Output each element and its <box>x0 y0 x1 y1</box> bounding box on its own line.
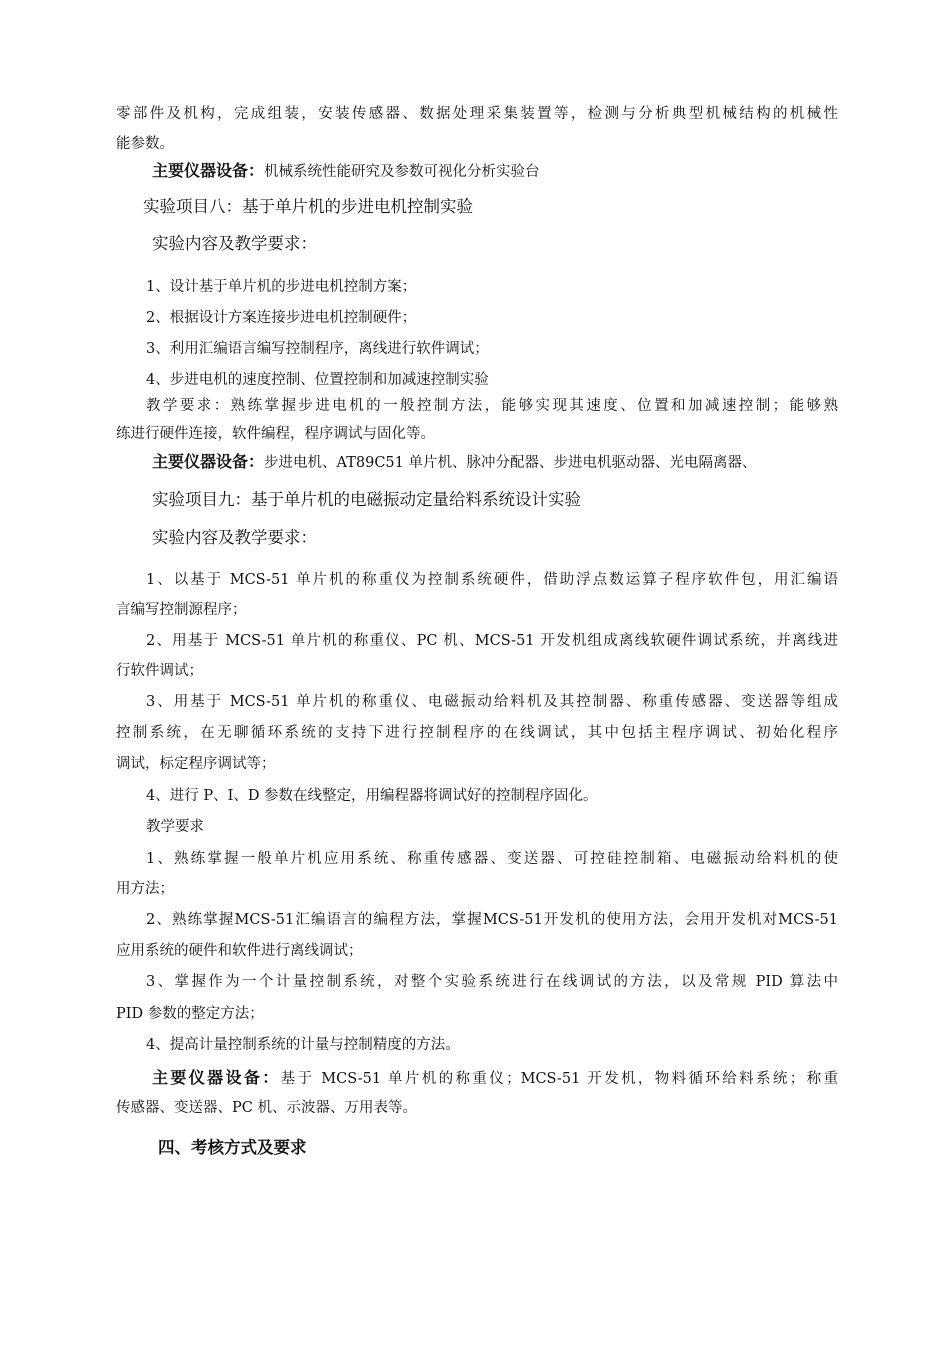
experiment-9-title: 实验项目九：基于单片机的电磁振动定量给料系统设计实验 <box>152 490 581 509</box>
equipment-text: 机械系统性能研究及参数可视化分析实验台 <box>264 164 540 180</box>
paragraph-line: 能参数。 <box>116 136 174 152</box>
equipment-label: 主要仪器设备： <box>152 161 265 180</box>
list-item: 4、步进电机的速度控制、位置控制和加减速控制实验 <box>146 372 489 388</box>
list-item: 2、根据设计方案连接步进电机控制硬件； <box>146 310 417 326</box>
equipment-line <box>152 161 540 182</box>
list-item: 3、利用汇编语言编写控制程序，离线进行软件调试； <box>146 341 489 357</box>
experiment-8-title: 实验项目八：基于单片机的步进电机控制实验 <box>143 197 473 216</box>
list-item: 用方法； <box>116 881 174 897</box>
equipment-text: 步进电机、AT89C51 单片机、脉冲分配器、步进电机驱动器、光电隔离器、 <box>264 455 757 471</box>
list-item: PID 参数的整定方法； <box>116 1006 264 1022</box>
list-item: 1、设计基于单片机的步进电机控制方案； <box>146 279 417 295</box>
equipment-line <box>152 1068 838 1089</box>
equipment-line <box>152 452 756 473</box>
list-item: 4、提高计量控制系统的计量与控制精度的方法。 <box>146 1037 460 1053</box>
list-item: 3、用基于 MCS-51 单片机的称重仪、电磁振动给料机及其控制器、称重传感器、变送器等组成 <box>146 694 838 710</box>
experiment-8-content-heading: 实验内容及教学要求： <box>152 234 317 253</box>
equipment-line: 传感器、变送器、PC 机、示波器、万用表等。 <box>116 1100 417 1116</box>
equipment-label: 主要仪器设备： <box>152 452 265 471</box>
list-item: 控制系统，在无聊循环系统的支持下进行控制程序的在线调试，其中包括主程序调试、初始化程序 <box>116 725 838 741</box>
list-item: 4、进行 P、I、D 参数在线整定，用编程器将调试好的控制程序固化。 <box>146 788 598 804</box>
teaching-requirement-heading: 教学要求 <box>146 819 204 835</box>
paragraph-line: 零部件及机构，完成组装，安装传感器、数据处理采集装置等，检测与分析典型机械结构的机械性 <box>116 106 838 122</box>
experiment-9-content-heading: 实验内容及教学要求： <box>152 528 317 547</box>
equipment-label: 主要仪器设备： <box>152 1068 281 1087</box>
list-item: 言编写控制源程序； <box>116 602 247 618</box>
list-item: 行软件调试； <box>116 663 203 679</box>
list-item: 2、用基于 MCS-51 单片机的称重仪、PC 机、MCS-51 开发机组成离线软硬件调试系统，并离线进 <box>146 633 838 649</box>
list-item: 1、熟练掌握一般单片机应用系统、称重传感器、变送器、可控硅控制箱、电磁振动给料机的使 <box>146 851 838 867</box>
list-item: 2、熟练掌握MCS-51汇编语言的编程方法，掌握MCS-51开发机的使用方法，会用开发机对MCS-51 <box>146 912 838 928</box>
section-heading: 四、考核方式及要求 <box>158 1138 307 1157</box>
list-item: 应用系统的硬件和软件进行离线调试； <box>116 943 363 959</box>
list-item: 调试，标定程序调试等； <box>116 756 276 772</box>
list-item: 1、以基于 MCS-51 单片机的称重仪为控制系统硬件，借助浮点数运算子程序软件包，用汇编语 <box>146 572 838 588</box>
list-item: 3、掌握作为一个计量控制系统，对整个实验系统进行在线调试的方法，以及常规 PID 算法中 <box>146 974 838 990</box>
teaching-requirement-line: 教学要求：熟练掌握步进电机的一般控制方法，能够实现其速度、位置和加减速控制；能够熟 <box>146 398 838 414</box>
teaching-requirement-line: 练进行硬件连接，软件编程，程序调试与固化等。 <box>116 426 435 442</box>
equipment-text: 基于 MCS-51 单片机的称重仪；MCS-51 开发机，物料循环给料系统；称重 <box>280 1071 838 1087</box>
